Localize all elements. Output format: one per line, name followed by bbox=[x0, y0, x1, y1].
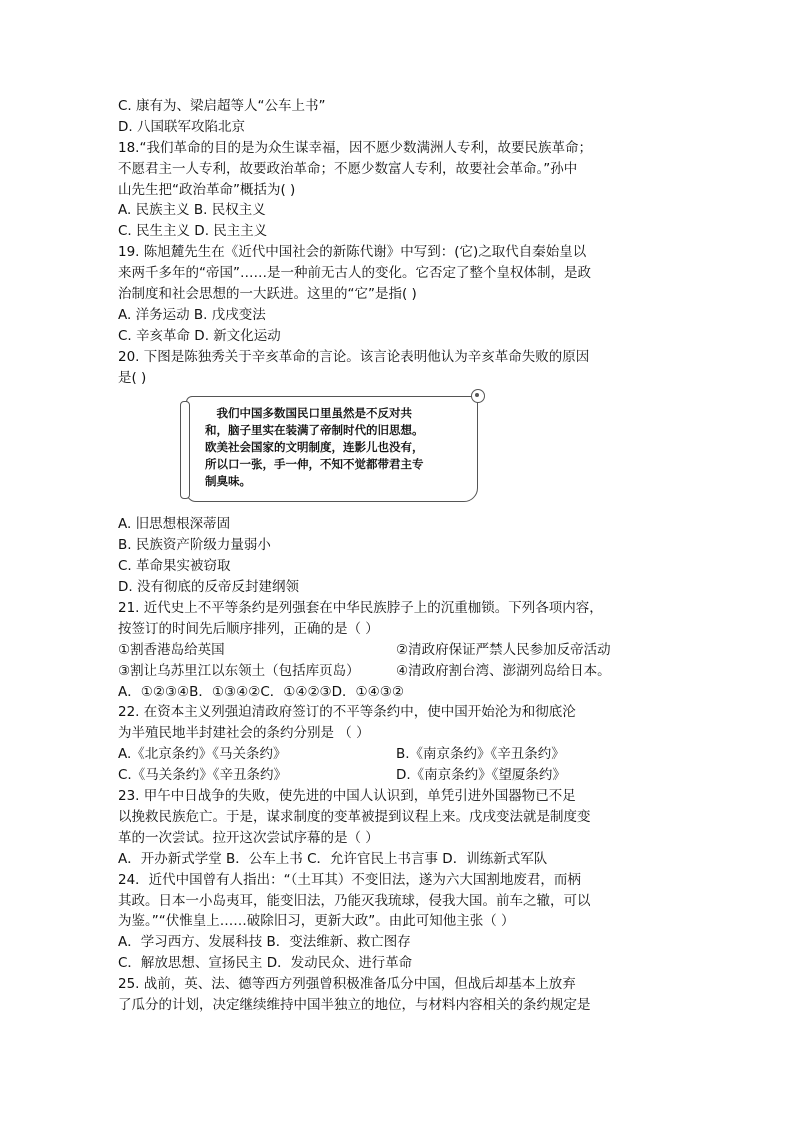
quote-line: 所以口一张，手一伸，不知不觉都带君主专 bbox=[205, 457, 424, 472]
question-stem: 23. 甲午中日战争的失败，使先进的中国人认识到，单凭引进外国器物已不足 bbox=[118, 788, 576, 805]
question-stem: 为鉴。”“伏惟皇上……破除旧习，更新大政”。由此可知他主张（ ） bbox=[118, 913, 515, 930]
quote-line: 欧美社会国家的文明制度，连影儿也没有， bbox=[205, 440, 424, 455]
option-line: A．开办新式学堂 B．公车上书 C．允许官民上书言事 D．训练新式军队 bbox=[118, 850, 548, 867]
option-row bbox=[118, 765, 678, 786]
option: C.《马关条约》《辛丑条约》 bbox=[118, 767, 287, 784]
question-stem: 24．近代中国曾有人指出：“（土耳其）不变旧法，遂为六大国割地废君，而柄 bbox=[118, 871, 581, 888]
question-stem: 19. 陈旭麓先生在《近代中国社会的新陈代谢》中写到：(它)之取代自秦始皇以 bbox=[118, 244, 587, 261]
scroll-curl-icon bbox=[471, 389, 485, 403]
question-stem: 25. 战前，英、法、德等西方列强曾积极准备瓜分中国，但战后却基本上放弃 bbox=[118, 976, 576, 993]
question-stem: 来两千多年的“帝国”……是一种前无古人的变化。它否定了整个皇权体制，是政 bbox=[118, 265, 591, 282]
question-stem: 其政。日本一小岛夷耳，能变旧法，乃能灭我琉球，侵我大国。前车之辙，可以 bbox=[118, 892, 591, 909]
quote-line: 制臭味。 bbox=[205, 474, 251, 489]
question-stem: 山先生把“政治革命”概括为( ) bbox=[118, 181, 296, 198]
option: B.《南京条约》《辛丑条约》 bbox=[396, 746, 565, 763]
item: ④清政府割台湾、澎湖列岛给日本。 bbox=[396, 662, 611, 679]
quote-line: 和，脑子里实在装满了帝制时代的旧思想。 bbox=[205, 423, 424, 438]
question-18 bbox=[118, 138, 678, 242]
question-stem: 21. 近代史上不平等条约是列强套在中华民族脖子上的沉重枷锁。下列各项内容， bbox=[118, 600, 603, 617]
quote-text bbox=[205, 405, 467, 490]
option: D.《南京条约》《望厦条约》 bbox=[396, 767, 566, 784]
question-23 bbox=[118, 786, 678, 870]
question-25 bbox=[118, 974, 678, 1016]
option-line: C. 辛亥革命 D. 新文化运动 bbox=[118, 327, 281, 344]
option-line: C. 民生主义 D. 民主主义 bbox=[118, 223, 268, 240]
question-21 bbox=[118, 598, 678, 702]
option-line: C. 康有为、梁启超等人“公车上书” bbox=[118, 98, 326, 114]
question-22 bbox=[118, 702, 678, 786]
item-row bbox=[118, 661, 678, 682]
option-line: D. 没有彻底的反帝反封建纲领 bbox=[118, 579, 299, 596]
question-stem: 以挽救民族危亡。于是，谋求制度的变革被提到议程上来。戊戌变法就是制度变 bbox=[118, 808, 591, 825]
option-line: A. 旧思想根深蒂固 bbox=[118, 516, 231, 533]
question-stem: 为半殖民地半封建社会的条约分别是 （ ） bbox=[118, 725, 370, 742]
question-stem: 不愿君主一人专利，故要政治革命；不愿少数富人专利，故要社会革命。”孙中 bbox=[118, 160, 578, 177]
question-stem: 按签订的时间先后顺序排列，正确的是（ ） bbox=[118, 620, 379, 637]
option-row bbox=[118, 744, 678, 765]
option-line: A．学习西方、发展科技 B．变法维新、救亡图存 bbox=[118, 934, 411, 951]
question-stem: 治制度和社会思想的一大跃进。这里的“它”是指( ) bbox=[118, 286, 417, 303]
item: ②清政府保证严禁人民参加反帝活动 bbox=[396, 641, 611, 658]
question-stem: 22. 在资本主义列强迫清政府签订的不平等条约中，使中国开始沦为和彻底沦 bbox=[118, 704, 576, 721]
question-19 bbox=[118, 242, 678, 346]
item: ③割让乌苏里江以东领土（包括库页岛） bbox=[118, 662, 360, 679]
question-stem: 革的一次尝试。拉开这次尝试序幕的是（ ） bbox=[118, 829, 379, 846]
item: ①割香港岛给英国 bbox=[118, 641, 225, 658]
option-line: B. 民族资产阶级力量弱小 bbox=[118, 537, 271, 554]
question-24 bbox=[118, 870, 678, 974]
option: A.《北京条约》《马关条约》 bbox=[118, 746, 287, 763]
question-stem: 18.“我们革命的目的是为众生谋幸福，因不愿少数满洲人专利，故要民族革命； bbox=[118, 139, 592, 156]
item-row bbox=[118, 640, 678, 661]
quote-line: 我们中国多数国民口里虽然是不反对共 bbox=[205, 406, 412, 421]
question-20 bbox=[118, 347, 678, 598]
question-stem: 是( ) bbox=[118, 369, 147, 386]
option-line: A．①②③④B．①③④②C．①④②③D．①④③② bbox=[118, 683, 404, 700]
question-stem: 20. 下图是陈独秀关于辛亥革命的言论。该言论表明他认为辛亥革命失败的原因 bbox=[118, 348, 590, 365]
option-line: A. 民族主义 B. 民权主义 bbox=[118, 202, 266, 219]
quote-figure bbox=[118, 388, 678, 514]
option-line: C. 革命果实被窃取 bbox=[118, 558, 231, 575]
scroll-image bbox=[186, 396, 478, 502]
exam-page bbox=[118, 96, 678, 1016]
option-line: D. 八国联军攻陷北京 bbox=[118, 118, 245, 135]
question-stem: 了瓜分的计划，决定继续维持中国半独立的地位，与材料内容相关的条约规定是 bbox=[118, 996, 591, 1013]
option-line: C．解放思想、宣扬民主 D．发动民众、进行革命 bbox=[118, 955, 413, 972]
option-line: A. 洋务运动 B. 戊戌变法 bbox=[118, 306, 266, 323]
